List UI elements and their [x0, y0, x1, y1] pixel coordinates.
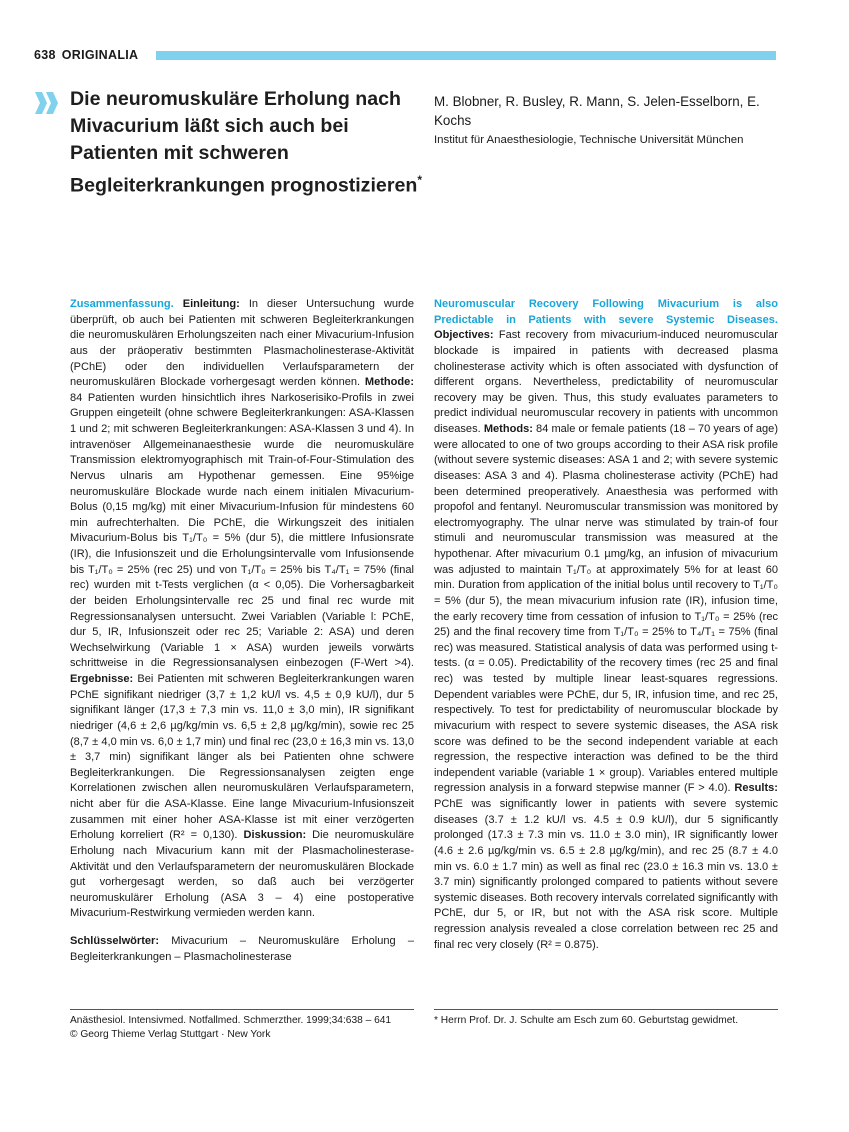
- article-title: Die neuromuskuläre Erholung nach Mivacurium läßt sich auch bei Patienten mit schweren Begleiterkrankungen prognostizieren*: [70, 88, 422, 197]
- text-methods: 84 male or female patients (18 – 70 years of age) were allocated to one of two groups according to their ASA risk profile (without severe systemic diseases: ASA 1 and 2; with severe systemic diseases: ASA 3 and 4). Plasma cholinesterase activity (PChE) had been determined preoperatively. Anaesthesia was performed with propofol and fentanyl. Neuromuscular transmission was monitored by electromyography. The ulnar nerve was stimulated by train-of four stimuli and neuromuscular transmission was measured at the hypothenar. After mivacurium 0.1 µmg/kg, an infusion of mivacurium was adjusted to maintain T₁/T₀ at approximately 5% for at least 60 min. Duration from application of the initial bolus until recovery to T₁/T₀ = 5% (dur 5), the mean mivacurium infusion rate (IR), infusion time, the early recovery time from cessation of infusion to T₁/T₀ = 25% (rec 25) and the final recovery time from T₁/T₀ = 25% to T₄/T₁ = 75% (final rec) was measured. Statistical analysis of data was performed using t-tests. (α = 0.05). Predictability of the recovery times (rec 25 and final rec) was tested by multiple linear least-squares regressions. Dependent variables were PChE, dur 5, IR, infusion time, and rec 25, respectively. To test for predictability of neuromuscular blockade by mivacurium with respect to severe systemic diseases, the ASA risk score was defined to be the second independent variable at each regression, the respective interaction was defined to be the third independent variable (variable 1 × group). Variables entered multiple regression analysis in a forward stepwise manner (F > 4.0).: [434, 423, 778, 795]
- institution: Institut für Anaesthesiologie, Technische Universität München: [434, 134, 744, 146]
- keywords: [70, 934, 414, 965]
- section-label-methode: Methode:: [364, 376, 414, 389]
- abstract-german: [70, 297, 414, 965]
- section-label-diskussion: Diskussion:: [243, 829, 307, 842]
- citation-footer: [70, 1014, 420, 1042]
- keywords-text: Mivacurium – Neuromuskuläre Erholung – Begleiterkrankungen – Plasmacholinesterase: [70, 935, 414, 963]
- text-diskussion: Die neuromuskuläre Erholung nach Mivacurium kann mit der Plasmacholinesterase-Aktivität und den Verlaufsparametern der neuromuskulären Blockade gut vorhergesagt werden, so daß auch bei verzögerter neuromuskulärer Erholung (ASA 3 – 4) eine postoperative Mivacurium-Restwirkung vermieden werden kann.: [70, 829, 414, 920]
- journal-citation: Anästhesiol. Intensivmed. Notfallmed. Schmerzther. 1999;34:638 – 641: [70, 1015, 392, 1026]
- publisher-line: © Georg Thieme Verlag Stuttgart · New York: [70, 1029, 271, 1040]
- section-label: ORIGINALIA: [61, 48, 139, 62]
- text-methode: 84 Patienten wurden hinsichtlich ihres Narkoserisiko-Profils in zwei Gruppen eingeteilt (ohne schwere Begleiterkrankungen: ASA-Klassen 1 und 2; mit schweren Begleiterkrankungen: ASA-Klassen 3 und 4). In intravenöser Allgemeinanaesthesie wurde die neuromuskuläre Transmission elektromyographisch mit Train-of-Four-Stimulation des Nervus ulnaris am Hypothenar gemessen. Eine 95%ige neuromuskuläre Blockade wurde nach einem initialen Mivacurium-Bolus (0,15 mg/kg) mit einer Mivacurium-Infusion für mindestens 60 min aufrechterhalten. Die PChE, die Wirkungszeit des initialen Mivacurium-Bolus bis T₁/T₀ = 5% (dur 5), die mittlere Infusionsrate (IR), die Infusionszeit und die Erholungsintervalle vom Infusionsende bis T₁/T₀ = 25% (rec 25) und von T₁/T₀ = 25% bis T₄/T₁ = 75% (final rec) wurden mit t-Tests verglichen (α < 0,05). Die Vorhersagbarkeit der beiden Erholungsintervalle rec 25 und final rec wurde mit Regressionsanalysen untersucht. Zwei Variablen (Variable l: PChE, dur 5, IR, Infusionszeit oder rec 25; Variable 2: ASA) und deren Wechselwirkung (Variable 1 × ASA) wurden jeweils vorwärts schrittweise in die Regressionsanalysen einbezogen (F-Wert >4).: [70, 391, 414, 670]
- text-objectives: Fast recovery from mivacurium-induced neuromuscular blockade is impaired in patients with decreased plasma cholinesterase activity which is often associated with dysfunction of different organs. Nevertheless, predictability of neuromuscular recovery may be given. Thus, this study evaluates parameters to predict individual neuromuscular recovery in patients with uncommon diseases.: [434, 329, 778, 435]
- dedication-footnote: * Herrn Prof. Dr. J. Schulte am Esch zum 60. Geburtstag gewidmet.: [434, 1015, 739, 1026]
- section-label-einleitung: Einleitung:: [182, 298, 240, 310]
- text-results: PChE was significantly lower in patients with severe systemic diseases (3.7 ± 1.2 kU/l vs. 4.5 ± 0.9 kU/l), dur 5 significantly prolonged (17.3 ± 7.3 min vs. 11.0 ± 3.0 min), IR significantly lower (4.6 ± 2.6 µg/kg/min vs. 6.5 ± 2.8 µg/kg/min), and rec 25 (8.7 ± 4.0 min vs. 6.0 ± 1.7 min) as well as final rec (23.0 ± 16.3 min vs. 13.0 ± 3.7 min) significantly prolonged compared to patients without severe systemic diseases. Both recovery intervals correlated significantly with PChE, dur 5, or IR, but not with the ASA risk score. Multiple regression analysis revealed a close correlation between rec 25 and final rec very closely (R² = 0.875).: [434, 798, 778, 951]
- abstract-heading-de: Zusammenfassung.: [70, 298, 174, 310]
- footer-rule-right: [434, 1009, 778, 1010]
- section-label-results: Results:: [734, 782, 778, 795]
- double-chevron-icon: [34, 92, 60, 114]
- footer-rule-left: [70, 1009, 414, 1010]
- header-accent-bar: [156, 51, 776, 60]
- keywords-label: Schlüsselwörter:: [70, 935, 160, 947]
- section-label-ergebnisse: Ergebnisse:: [70, 673, 134, 685]
- section-label-methods: Methods:: [483, 423, 533, 435]
- section-label-objectives: Objectives:: [434, 329, 494, 342]
- text-ergebnisse: Bei Patienten mit schweren Begleiterkrankungen waren PChE signifikant niedriger (3,7 ± 1,2 kU/l vs. 4,5 ± 0,9 kU/l), dur 5 signifikant länger (17,3 ± 7,3 min vs. 11,0 ± 3,0 min), IR signifikant niedriger (4,6 ± 2,6 µg/kg/min vs. 6,5 ± 2,8 µg/kg/min), sowie rec 25 (8,7 ± 4,0 min vs. 6,0 ± 1,7 min) und final rec (23,0 ± 16,3 min vs. 13,0 ± 3,7 min) signifikant länger als bei Patienten ohne schwere Begleiterkrankungen. Die Regressionsanalysen zeigten enge Korrelationen zwischen allen neuromuskulären Verlaufsparametern, nicht aber für die ASA-Klasse. Eine lange Mivacurium-Infusionszeit zusammen mit einer hoher ASA-Klasse ist mit einer verzögerten Erholung korreliert (R² = 0,130).: [70, 673, 414, 842]
- running-header: [34, 48, 776, 64]
- title-footnote-mark: *: [417, 173, 422, 187]
- author-list: M. Blobner, R. Busley, R. Mann, S. Jelen-Esselborn, E. Kochs: [434, 94, 760, 128]
- text-einleitung: In dieser Untersuchung wurde überprüft, ob auch bei Patienten mit schweren Begleiterkrankungen die neuromuskulären Erholungszeiten nach einer Mivacurium-Infusion aus der präoperativ bestimmten Plasmacholinesterase-Aktivität (PChE) oder den individuellen Verlaufsparametern der neuromuskulären Blockade vorhergesagt werden können.: [70, 298, 414, 389]
- abstract-heading-en: Neuromuscular Recovery Following Mivacurium is also Predictable in Patients with severe Systemic Diseases.: [434, 298, 778, 326]
- abstract-english: [434, 297, 778, 953]
- page-number: 638: [34, 48, 56, 62]
